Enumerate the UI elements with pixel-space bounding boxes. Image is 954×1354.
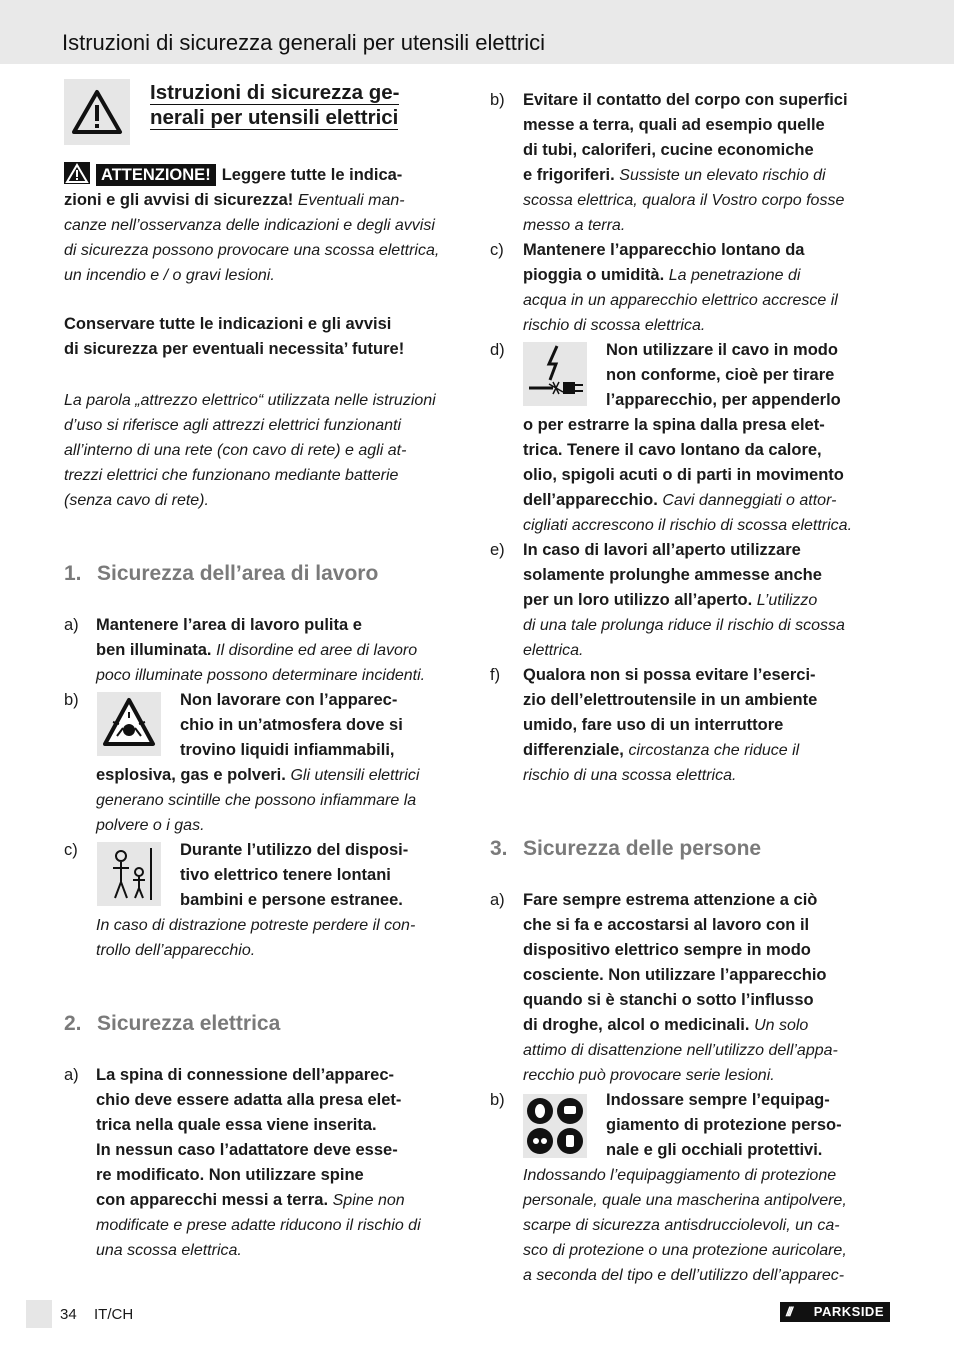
s2-f-bold-3: umido, fare uso di un interruttore [523,716,784,734]
s1-b-bold-1: Non lavorare con l’apparec- [180,691,398,709]
s3-a-italic-7: attimo di disattenzione nell’utilizzo dell’appa- [523,1042,838,1059]
s2-item-a [64,1063,466,1263]
def-line-2: d’uso si riferisce agli attrezzi elettrici funzionanti [64,417,402,434]
s2-c-italic-4: rischio di scossa elettrica. [523,317,706,334]
s3-a-bold-6: di droghe, alcol o medicinali. [523,1016,750,1034]
s1-a-bold-1: Mantenere l’area di lavoro pulita e [96,616,362,634]
section-2-title: Sicurezza elettrica [97,1012,281,1035]
section-3-number: 3. [490,837,508,860]
s3-a-bold-2: che si fa e accostarsi al lavoro con il [523,916,810,934]
s1-c-bold-2: tivo elettrico tenere lontani [180,866,391,884]
s2-f-bold-1: Qualora non si possa evitare l’eserci- [523,666,816,684]
s3-item-b [490,1088,892,1288]
intro-title [150,80,460,130]
s1-b-label: b) [64,691,79,709]
s2-e-italic-5: elettrica. [523,642,584,659]
s1-a-italic-2: Il disordine ed aree di lavoro [216,642,418,659]
s2-e-bold-1: In caso di lavori all’aperto utilizzare [523,541,801,559]
explosion-hazard-icon [97,692,161,756]
keep-children-away-icon [97,842,161,906]
definition-paragraph [64,388,466,513]
parkside-logo [780,1302,890,1322]
s3-a-bold-4: cosciente. Non utilizzare l’apparecchio [523,966,827,984]
section-1-title: Sicurezza dell’area di lavoro [97,562,379,585]
attention-warning-icon [64,162,90,184]
s2-c-bold-1: Mantenere l’apparecchio lontano da [523,241,805,259]
s1-b-italic-5: generano scintille che possono infiammare la [96,792,417,809]
s1-c-label: c) [64,841,78,859]
s1-item-a [64,613,466,688]
s2-b-bold-4: e frigoriferi. [523,166,615,184]
s3-a-label: a) [490,891,505,909]
s2-f-italic-4: circostanza che riduce il [628,742,800,759]
s1-b-italic-6: polvere o i gas. [96,817,205,834]
s1-c-italic-4: In caso di distrazione potreste perdere il con- [96,917,416,934]
attention-italic-3: di sicurezza possono provocare una scossa elettrica, [64,242,440,259]
s1-b-bold-2: chio in un’atmosfera dove si [180,716,403,734]
s2-e-italic-3: L’utilizzo [756,592,818,609]
s3-b-bold-1: Indossare sempre l’equipag- [606,1091,830,1109]
s2-a-bold-1: La spina di connessione dell’apparec- [96,1066,394,1084]
footer-marker [26,1300,52,1328]
s1-a-label: a) [64,616,79,634]
s2-d-bold-7: dell’apparecchio. [523,491,658,509]
s3-b-bold-2: giamento di protezione perso- [606,1116,842,1134]
keep-instructions [64,312,466,362]
section-2-number: 2. [64,1012,82,1035]
s3-b-label: b) [490,1091,505,1109]
s2-d-bold-6: olio, spigoli acuti o di parti in movimento [523,466,844,484]
attention-bold-1: Leggere tutte le indica- [221,166,403,184]
s2-d-italic-7: Cavi danneggiati o attor- [662,492,837,509]
s2-b-italic-5: scossa elettrica, qualora il Vostro corpo fosse [523,192,845,209]
s2-c-label: c) [490,241,504,259]
s2-d-bold-2: non conforme, cioè per tirare [606,366,835,384]
s2-f-bold-2: zio dell’elettroutensile in un ambiente [523,691,818,709]
section-3-heading [490,835,761,863]
s2-d-label: d) [490,341,505,359]
def-line-1: La parola „attrezzo elettrico“ utilizzata nelle istruzioni [64,392,436,409]
s3-a-bold-1: Fare sempre estrema attenzione a ciò [523,891,818,909]
warning-icon [64,79,130,145]
s2-e-bold-3: per un loro utilizzo all’aperto. [523,591,753,609]
s1-c-bold-3: bambini e persone estranee. [180,891,403,909]
s1-b-bold-3: trovino liquidi infiammabili, [180,741,395,759]
s2-b-italic-4: Sussiste un elevato rischio di [619,167,826,184]
protective-equipment-icon [523,1094,587,1158]
section-1-heading [64,560,378,588]
section-3-title: Sicurezza delle persone [523,837,762,860]
s2-c-bold-2: pioggia o umidità. [523,266,665,284]
s3-a-bold-3: dispositivo elettrico sempre in modo [523,941,811,959]
s3-item-a [490,888,892,1088]
s2-c-italic-3: acqua in un apparecchio elettrico accresce il [523,292,838,309]
s2-item-c [490,238,892,338]
s2-b-label: b) [490,91,505,109]
s2-a-bold-4: In nessun caso l’adattatore deve esse- [96,1141,398,1159]
s2-e-bold-2: solamente prolunghe ammesse anche [523,566,822,584]
s2-b-bold-1: Evitare il contatto del corpo con superfici [523,91,848,109]
s2-item-b [490,88,892,238]
s2-item-e [490,538,892,663]
s3-a-italic-6: Un solo [754,1017,809,1034]
s3-b-italic-8: a seconda del tipo e dell’utilizzo dell’apparec- [523,1267,845,1284]
s2-item-d [490,338,892,538]
s1-item-b [64,688,466,838]
s3-b-italic-5: personale, quale una mascherina antipolvere, [523,1192,847,1209]
s2-a-italic-6: Spine non [332,1192,405,1209]
page-number: 34 [60,1306,77,1323]
s2-e-label: e) [490,541,505,559]
s1-item-c [64,838,466,963]
language-code: IT/CH [94,1306,134,1323]
s2-d-italic-8: cigliati accrescono il rischio di scossa elettrica. [523,517,853,534]
s2-d-bold-3: l’apparecchio, per appenderlo [606,391,841,409]
s1-b-italic-4: Gli utensili elettrici [290,767,420,784]
s2-b-bold-3: di tubi, caloriferi, cucine economiche [523,141,814,159]
s3-b-bold-3: nale e gli occhiali protettivi. [606,1141,823,1159]
damaged-cable-icon [523,342,587,406]
s1-c-bold-1: Durante l’utilizzo del disposi- [180,841,409,859]
s2-b-bold-2: messe a terra, quali ad esempio quelle [523,116,825,134]
s2-f-label: f) [490,666,501,684]
keep-line-1: Conservare tutte le indicazioni e gli avvisi [64,315,392,333]
s2-f-bold-4: differenziale, [523,741,624,759]
intro-title-line1: Istruzioni di sicurezza ge- [150,81,400,104]
s2-a-bold-6: con apparecchi messi a terra. [96,1191,329,1209]
s2-a-italic-7: modificate e prese adatte riducono il rischio di [96,1217,421,1234]
s2-f-italic-5: rischio di una scossa elettrica. [523,767,737,784]
s1-c-italic-5: trollo dell’apparecchio. [96,942,256,959]
section-2-heading [64,1010,280,1038]
s2-a-label: a) [64,1066,79,1084]
s3-b-italic-4: Indossando l’equipaggiamento di protezione [523,1167,837,1184]
s2-d-bold-5: trica. Tenere il cavo lontano da calore, [523,441,822,459]
keep-line-2: di sicurezza per eventuali necessita’ future! [64,340,405,358]
logo-slashes: /// [786,1304,791,1319]
s2-d-bold-4: o per estrarre la spina dalla presa elet- [523,416,825,434]
s2-e-italic-4: di una tale prolunga riduce il rischio di scossa [523,617,845,634]
def-line-4: trezzi elettrici che funzionano mediante batterie [64,467,399,484]
attention-italic-4: un incendio e / o gravi lesioni. [64,267,275,284]
s1-a-italic-3: poco illuminate possono determinare incidenti. [96,667,426,684]
s2-a-bold-2: chio deve essere adatta alla presa elet- [96,1091,402,1109]
s3-b-italic-6: scarpe di sicurezza antisdrucciolevoli, un ca- [523,1217,840,1234]
s2-a-bold-5: re modificato. Non utilizzare spine [96,1166,364,1184]
s1-a-bold-2: ben illuminata. [96,641,212,659]
s1-b-bold-4: esplosiva, gas e polveri. [96,766,286,784]
s3-a-bold-5: quando si è stanchi o sotto l’influsso [523,991,814,1009]
s2-a-bold-3: trica nella quale essa viene inserita. [96,1116,377,1134]
logo-text: PARKSIDE [813,1304,884,1319]
s2-d-bold-1: Non utilizzare il cavo in modo [606,341,838,359]
intro-title-line2: nerali per utensili elettrici [150,106,399,129]
def-line-3: all’interno di una rete (con cavo di rete) e agli at- [64,442,407,459]
attention-italic-2: canze nell’osservanza delle indicazioni e degli avvisi [64,217,435,234]
s2-item-f [490,663,892,788]
s2-a-italic-8: una scossa elettrica. [96,1242,242,1259]
attention-badge: ATTENZIONE! [96,164,216,186]
s3-b-italic-7: sco di protezione o una protezione auricolare, [523,1242,847,1259]
attention-bold-2: zioni e gli avvisi di sicurezza! [64,191,294,209]
section-1-number: 1. [64,562,82,585]
attention-italic-1: Eventuali man- [297,192,405,209]
attention-paragraph [64,162,466,288]
s2-b-italic-6: messo a terra. [523,217,626,234]
s2-c-italic-2: La penetrazione di [668,267,801,284]
def-line-5: (senza cavo di rete). [64,492,209,509]
s3-a-italic-8: recchio può provocare serie lesioni. [523,1067,775,1084]
page-title: Istruzioni di sicurezza generali per utensili elettrici [62,30,545,55]
header-bar [0,0,954,64]
